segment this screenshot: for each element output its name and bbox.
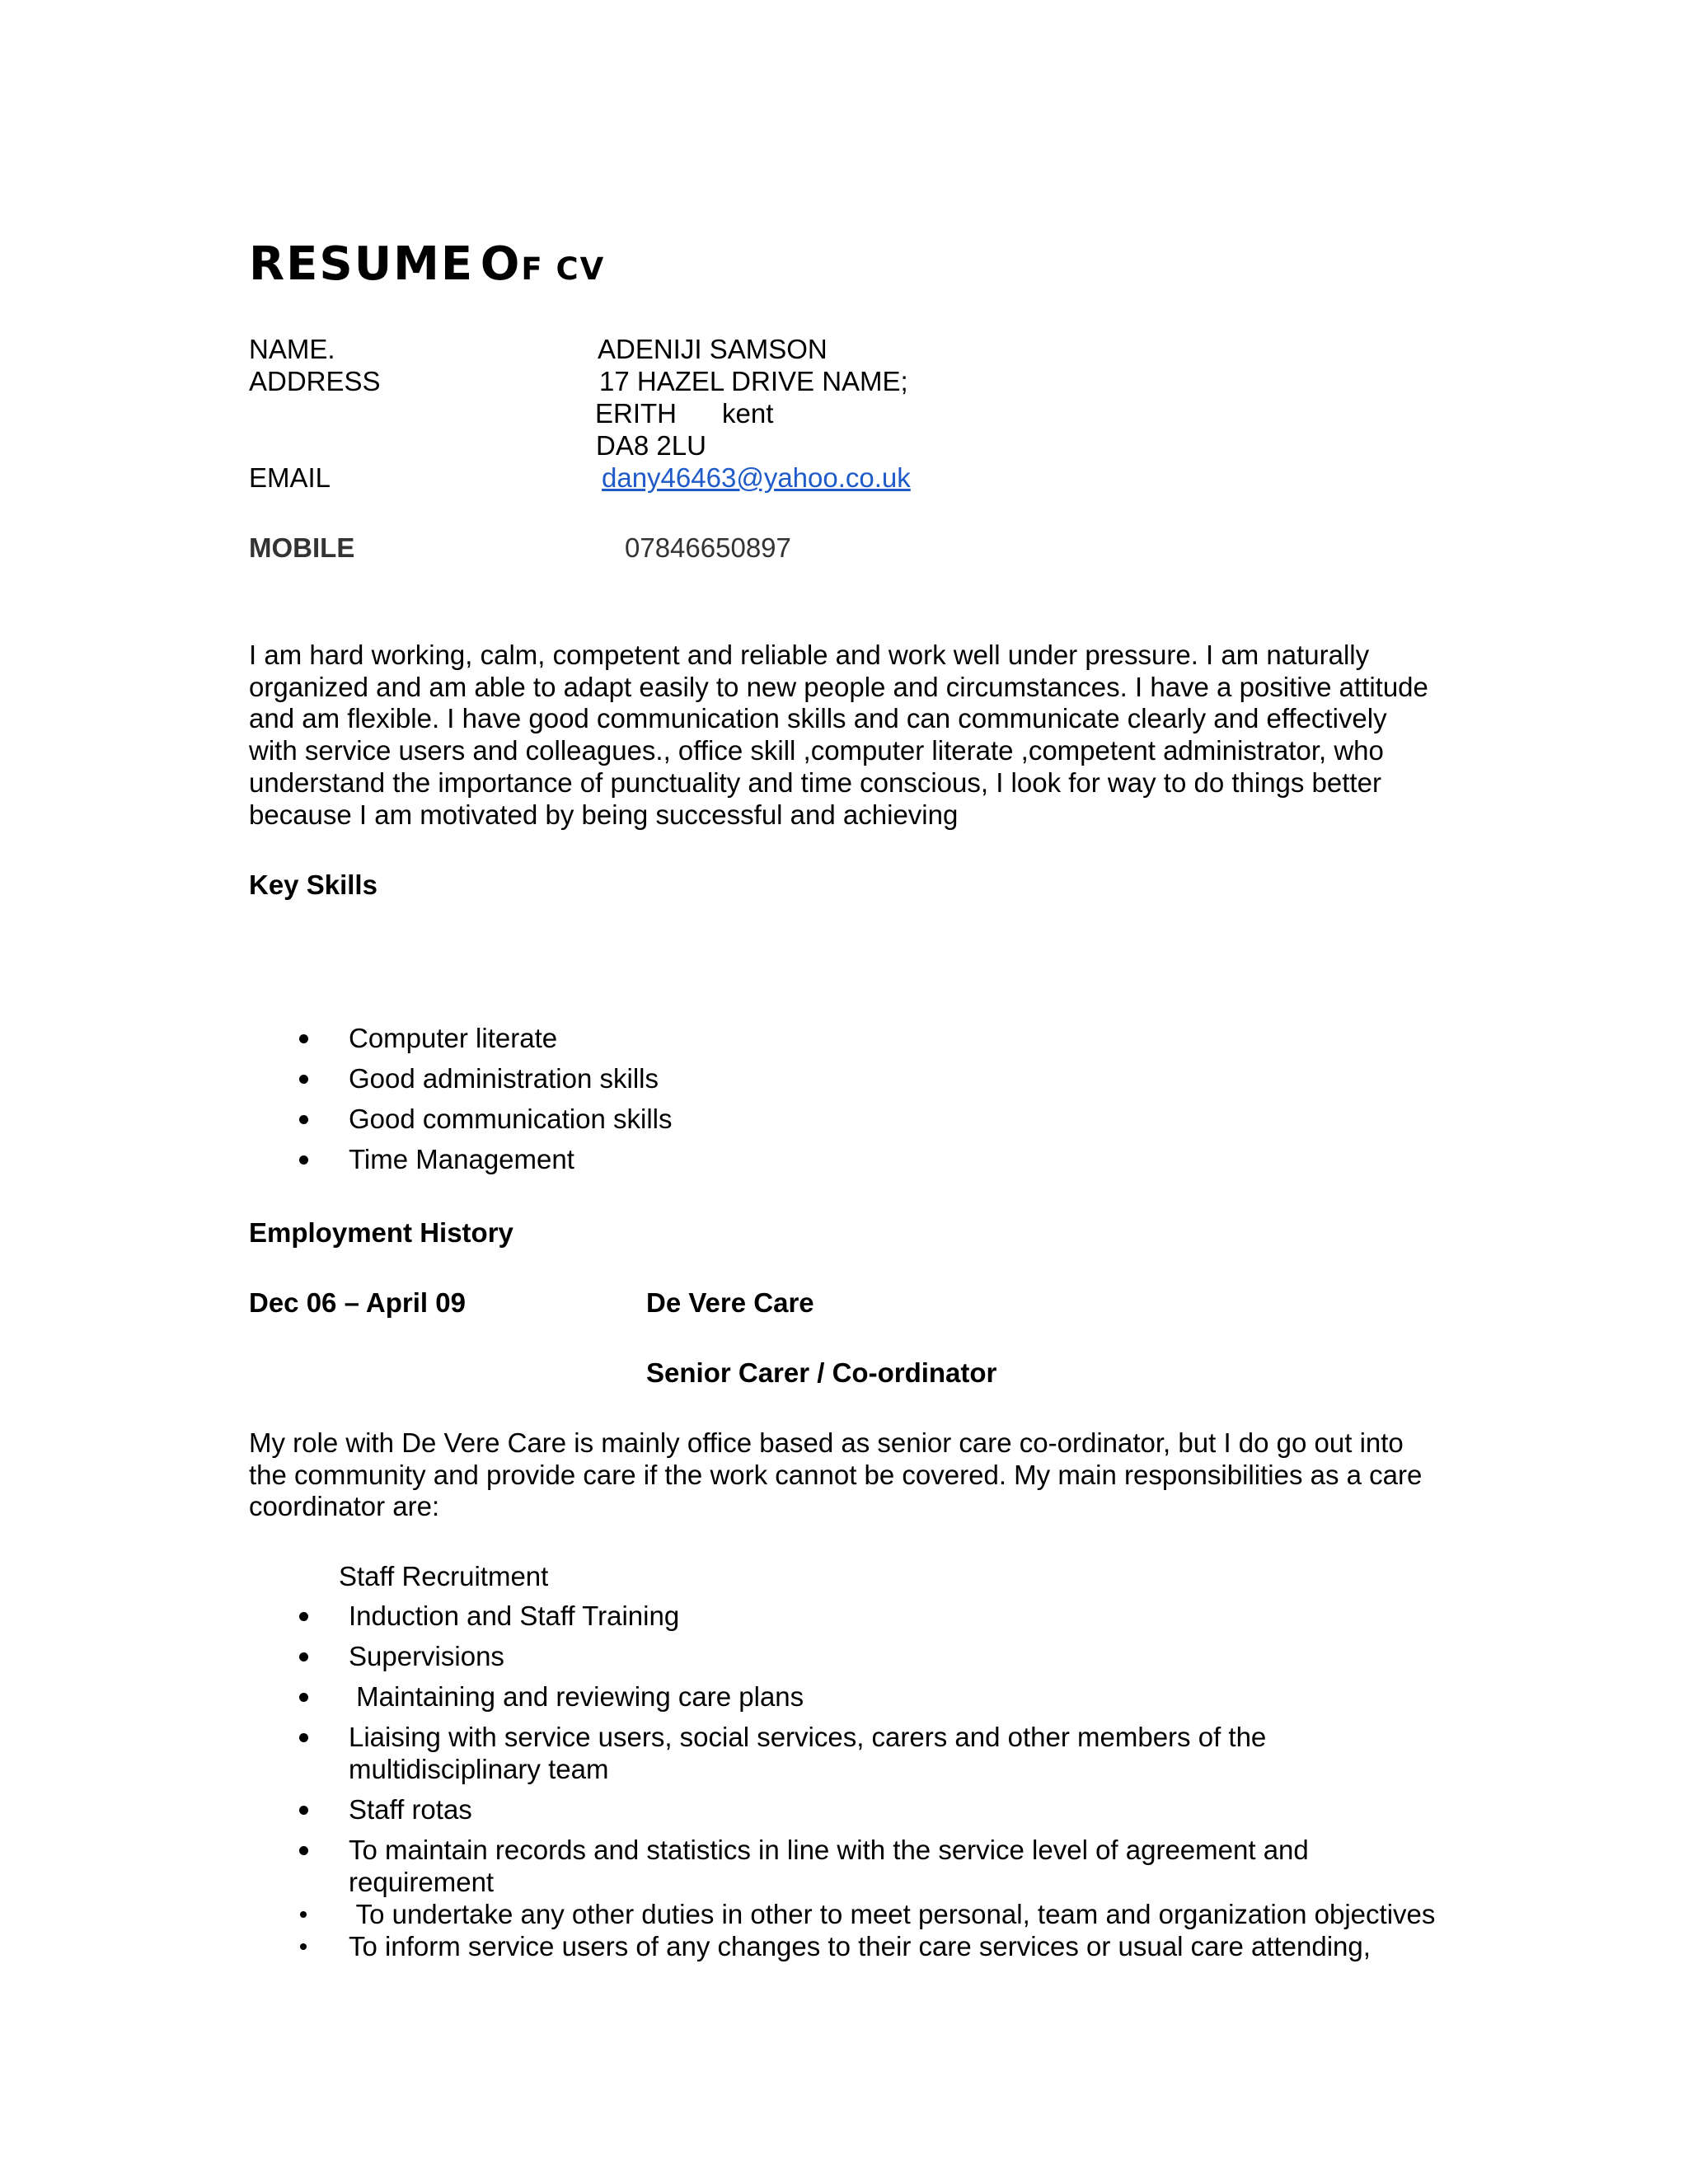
bullet-icon [299, 1155, 308, 1165]
profile-paragraph [249, 640, 1428, 831]
name-value: ADENIJI SAMSON [598, 334, 828, 364]
bullet-icon [299, 1612, 308, 1621]
title-word-resume: RESUME [249, 237, 475, 291]
mobile-value: 07846650897 [625, 532, 791, 563]
key-skills-list [249, 1022, 673, 1183]
key-skills-heading: Key Skills [249, 869, 377, 900]
bullet-icon [299, 1806, 308, 1815]
list-item: Supervisions [249, 1640, 1435, 1680]
responsibility-staff-recruitment: Staff Recruitment [339, 1561, 549, 1591]
list-item: Maintaining and reviewing care plans [249, 1680, 1435, 1721]
list-item: Good administration skills [249, 1062, 673, 1103]
description-line: the community and provide care if the work cannot be covered. My main responsibilities as a care [249, 1459, 1423, 1490]
list-item: Liaising with service users, social services, carers and other members of the [249, 1721, 1435, 1753]
employer-name: De Vere Care [646, 1287, 814, 1318]
name-label: NAME. [249, 334, 335, 364]
list-item: To maintain records and statistics in line with the service level of agreement and [249, 1834, 1435, 1866]
list-item-continued: requirement [349, 1867, 495, 1897]
address-line-1: 17 HAZEL DRIVE NAME; [599, 366, 908, 396]
bullet-icon [299, 1034, 308, 1043]
job-role: Senior Carer / Co-ordinator [646, 1357, 997, 1388]
profile-line: I am hard working, calm, competent and reliable and work well under pressure. I am naturally [249, 640, 1370, 670]
profile-line: because I am motivated by being successful and achieving [249, 799, 959, 830]
profile-line: understand the importance of punctuality and time conscious, I look for way to do things better [249, 766, 1381, 798]
list-item: Time Management [249, 1143, 673, 1183]
profile-line: with service users and colleagues., office skill ,computer literate ,competent administrator, who [249, 735, 1384, 766]
list-item: Induction and Staff Training [249, 1600, 1435, 1640]
bullet-icon [299, 1652, 308, 1661]
list-item: Staff rotas [249, 1793, 1435, 1834]
email-link[interactable]: dany46463@yahoo.co.uk [602, 462, 911, 493]
list-item-continued: multidisciplinary team [349, 1754, 609, 1784]
address-label: ADDRESS [249, 366, 381, 396]
list-item: Good communication skills [249, 1103, 673, 1143]
list-item: To undertake any other duties in other to meet personal, team and organization objectives [249, 1898, 1435, 1930]
description-line: coordinator are: [249, 1491, 440, 1522]
list-item: To inform service users of any changes to their care services or usual care attending, [249, 1930, 1435, 1962]
description-line: My role with De Vere Care is mainly office based as senior care co-ordinator, but I do go out into [249, 1427, 1404, 1458]
bullet-icon [299, 1115, 308, 1124]
title-letter-o: O [480, 237, 522, 291]
email-label: EMAIL [249, 462, 331, 493]
responsibilities-list [249, 1600, 1435, 1962]
list-item: Computer literate [249, 1022, 673, 1062]
bullet-icon [299, 1733, 308, 1742]
address-line-2-town: ERITH [595, 398, 677, 429]
bullet-icon [299, 1693, 308, 1702]
mobile-label: MOBILE [249, 532, 355, 563]
bullet-icon [299, 1075, 308, 1084]
role-description [249, 1427, 1422, 1523]
title-small-text: F CV [521, 251, 606, 287]
address-line-2-county: kent [722, 398, 774, 429]
employment-history-heading: Employment History [249, 1217, 513, 1248]
resume-title [249, 236, 605, 304]
bullet-icon [299, 1846, 308, 1855]
bullet-icon [300, 1943, 307, 1950]
profile-line: and am flexible. I have good communication skills and can communicate clearly and effectively [249, 703, 1387, 734]
address-line-3-postcode: DA8 2LU [596, 430, 706, 461]
bullet-icon [300, 1911, 307, 1918]
employment-period: Dec 06 – April 09 [249, 1287, 466, 1318]
profile-line: organized and am able to adapt easily to new people and circumstances. I have a positive attitude [249, 671, 1428, 702]
